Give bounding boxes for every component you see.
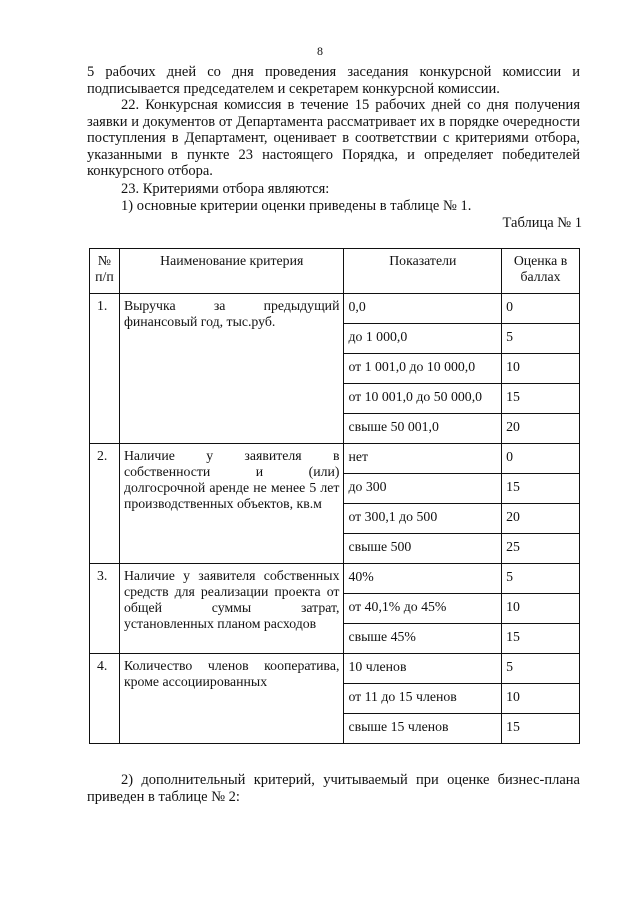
indicator-cell: свыше 15 членов — [344, 714, 502, 744]
criterion-name: Количество членов кооператива, кроме ассоциированных — [119, 654, 344, 744]
paragraph-continuation: 5 рабочих дней со дня проведения заседания конкурсной комиссии и подписывается председателем и секретарем конкурсной комиссии. — [87, 64, 580, 97]
score-cell: 15 — [502, 624, 580, 654]
header-num: № п/п — [90, 249, 120, 294]
score-cell: 15 — [502, 714, 580, 744]
criterion-name: Наличие у заявителя в собственности и (или) долгосрочной аренде не менее 5 лет производственных объектов, кв.м — [119, 444, 344, 564]
score-cell: 15 — [502, 474, 580, 504]
indicator-cell: от 40,1% до 45% — [344, 594, 502, 624]
score-cell: 0 — [502, 444, 580, 474]
table-row — [90, 444, 580, 474]
score-cell: 10 — [502, 684, 580, 714]
paragraph-23: 23. Критериями отбора являются: — [121, 181, 330, 197]
score-cell: 25 — [502, 534, 580, 564]
paragraph-22: 22. Конкурсная комиссия в течение 15 рабочих дней со дня получения заявки и документов от Департамента рассматривает их в порядке очередности поступления в Департамент, оценивает в соответствии с критериями отбора, указанными в пункте 23 настоящего Порядка, и определяет победителей конкурсного отбора. — [87, 97, 580, 180]
score-cell: 5 — [502, 564, 580, 594]
indicator-cell: свыше 500 — [344, 534, 502, 564]
indicator-cell: свыше 45% — [344, 624, 502, 654]
criterion-name: Наличие у заявителя собственных средств для реализации проекта от общей суммы затрат, установленных планом расходов — [119, 564, 344, 654]
table-row — [90, 654, 580, 684]
table-row — [90, 294, 580, 324]
indicator-cell: от 1 001,0 до 10 000,0 — [344, 354, 502, 384]
table-header-row — [90, 249, 580, 294]
score-cell: 20 — [502, 414, 580, 444]
score-cell: 20 — [502, 504, 580, 534]
criteria-table — [89, 248, 580, 744]
score-cell: 15 — [502, 384, 580, 414]
header-name: Наименование критерия — [119, 249, 344, 294]
score-cell: 5 — [502, 324, 580, 354]
paragraph-23-1: 1) основные критерии оценки приведены в таблице № 1. — [121, 198, 472, 214]
criterion-num: 1. — [90, 294, 120, 444]
indicator-cell: от 10 001,0 до 50 000,0 — [344, 384, 502, 414]
score-cell: 10 — [502, 594, 580, 624]
page-number: 8 — [317, 44, 323, 58]
criterion-num: 4. — [90, 654, 120, 744]
indicator-cell: нет — [344, 444, 502, 474]
table-row — [90, 564, 580, 594]
indicator-cell: 0,0 — [344, 294, 502, 324]
criterion-num: 2. — [90, 444, 120, 564]
paragraph-additional-criterion: 2) дополнительный критерий, учитываемый при оценке бизнес-плана приведен в таблице № 2: — [87, 772, 580, 805]
indicator-cell: от 11 до 15 членов — [344, 684, 502, 714]
header-score: Оценка в баллах — [502, 249, 580, 294]
table-caption: Таблица № 1 — [502, 215, 582, 231]
score-cell: 10 — [502, 354, 580, 384]
criterion-num: 3. — [90, 564, 120, 654]
indicator-cell: свыше 50 001,0 — [344, 414, 502, 444]
indicator-cell: 10 членов — [344, 654, 502, 684]
indicator-cell: до 300 — [344, 474, 502, 504]
score-cell: 0 — [502, 294, 580, 324]
indicator-cell: от 300,1 до 500 — [344, 504, 502, 534]
score-cell: 5 — [502, 654, 580, 684]
indicator-cell: до 1 000,0 — [344, 324, 502, 354]
header-indicators: Показатели — [344, 249, 502, 294]
indicator-cell: 40% — [344, 564, 502, 594]
criterion-name: Выручка за предыдущий финансовый год, тыс.руб. — [119, 294, 344, 444]
